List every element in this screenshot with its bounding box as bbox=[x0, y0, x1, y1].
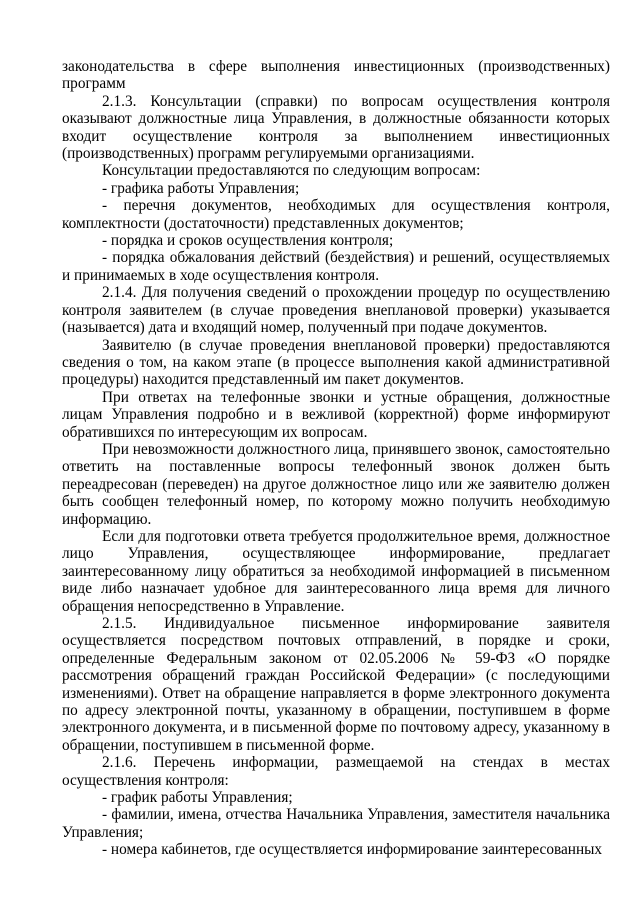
paragraph-call-redirect: При невозможности должностного лица, принявшего звонок, самостоятельно ответить на поставленные вопросы телефонный звонок должен быть переадресован (переведен) на другое должностное лицо или же заявителю должен быть сообщен телефонный номер, по которому можно получить необходимую информацию. bbox=[62, 440, 610, 528]
list-item-stand-rooms: - номера кабинетов, где осуществляется информирование заинтересованных bbox=[102, 841, 603, 859]
list-item-stand-names: - фамилии, имена, отчества Начальника Управления, заместителя начальника Управления; bbox=[62, 806, 610, 841]
paragraph-2-1-4: 2.1.4. Для получения сведений о прохождении процедур по осуществлению контроля заявителем (в случае проведения внеплановой проверки) указывается (называется) дата и входящий номер, полученный при подаче документов. bbox=[62, 284, 610, 337]
paragraph-phone-answers: При ответах на телефонные звонки и устные обращения, должностные лицам Управления подробно и в вежливой (корректной) форме информируют обратившихся по интересующим их вопросам. bbox=[62, 388, 610, 441]
list-item-appeal-procedure: - порядка обжалования действий (бездействия) и решений, осуществляемых и принимаемых в ходе осуществления контроля. bbox=[62, 249, 610, 284]
paragraph-2-1-5: 2.1.5. Индивидуальное письменное информирование заявителя осуществляется посредством почтовых отправлений, в порядке и сроки, определенные Федеральным законом от 02.05.2006 № 59-ФЗ «О порядке рассмотрения обращений граждан Российской Федерации» (с последующими изменениями). Ответ на обращение направляется в форме электронного документа по адресу электронной почты, указанному в обращении, поступившем в форме электронного документа, и в письменной форме по почтовому адресу, указанному в обращении, поступившем в письменной форме. bbox=[62, 615, 610, 754]
paragraph-2-1-6: 2.1.6. Перечень информации, размещаемой на стендах в местах осуществления контроля: bbox=[62, 754, 610, 789]
paragraph-consultation-topics-intro: Консультации предоставляются по следующим вопросам: bbox=[102, 162, 481, 180]
paragraph-applicant-status-info: Заявителю (в случае проведения внеплановой проверки) предоставляются сведения о том, на каком этапе (в процессе выполнения какой административной процедуры) находится представленный им пакет документов. bbox=[62, 336, 610, 389]
list-item-work-schedule: - графика работы Управления; bbox=[102, 179, 300, 197]
list-item-stand-schedule: - график работы Управления; bbox=[102, 789, 293, 807]
list-item-document-list: - перечня документов, необходимых для осуществления контроля, комплектности (достаточности) представленных документов; bbox=[62, 197, 610, 232]
paragraph-2-1-3: 2.1.3. Консультации (справки) по вопросам осуществления контроля оказывают должностные лица Управления, в должностные обязанности которых входит осуществление контроля за выполнением инвестиционных (производственных) программ регулируемыми организациями. bbox=[62, 92, 610, 163]
paragraph-legislation-end: законодательства в сфере выполнения инвестиционных (производственных) программ bbox=[62, 58, 610, 93]
list-item-procedure-terms: - порядка и сроков осуществления контроля; bbox=[102, 232, 394, 250]
paragraph-long-answer: Если для подготовки ответа требуется продолжительное время, должностное лицо Управления, осуществляющее информирование, предлагает заинтересованному лицу обратиться за необходимой информацией в письменном виде либо назначает удобное для заинтересованного лица время для личного обращения непосредственно в Управление. bbox=[62, 527, 610, 615]
